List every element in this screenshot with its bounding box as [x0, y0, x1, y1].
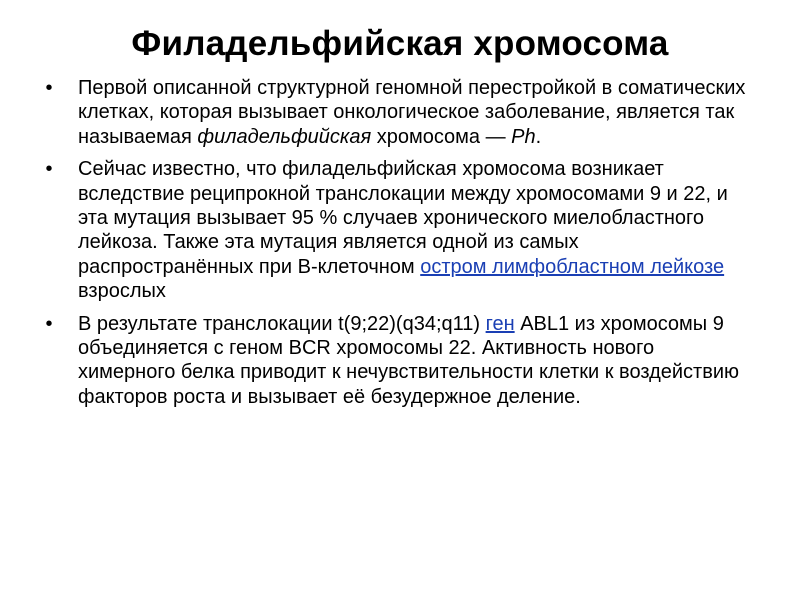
- slide-title: Филадельфийская хромосома: [131, 24, 669, 63]
- bullet-marker: •: [45, 77, 53, 99]
- bullet-2-text-part: Сейчас известно, что филадельфийская хромосома возникает вследствие реципрокной транслокации между хромосомами 9 и 22, и эта мутация вызывает 95 % случаев хронического миелобластного лейкоза. Также эта мутация является одной из самых распространённых при B-клеточном: [78, 158, 728, 278]
- bullet-2-text-part: взрослых: [78, 280, 166, 303]
- bullet-marker: •: [45, 312, 53, 335]
- bullet-item-1: [40, 76, 755, 149]
- bullet-1-italic-abbrev: Ph: [511, 125, 536, 148]
- bullet-1-text-part: .: [535, 125, 542, 148]
- bullet-2-text: [78, 158, 728, 302]
- bullet-1-text-part: хромосома —: [371, 125, 512, 148]
- bullet-marker: •: [45, 158, 53, 181]
- bullet-1-text-part: Первой описанной структурной геномной перестройкой в соматических клетках, которая вызывает онкологическое заболевание, является так называемая: [78, 77, 746, 148]
- bullet-list: [40, 76, 755, 417]
- bullet-item-3: [40, 312, 755, 410]
- bullet-3-text-part: ABL1 из хромосомы 9 объединяется с геном BCR хромосомы 22. Активность нового химерного белка приводит к нечувствительности клетки к воздействию факторов роста и вызывает её безудержное деление.: [78, 312, 739, 408]
- bullet-3-text: [78, 313, 739, 408]
- acute-lymphoblastic-leukemia-link[interactable]: остром лимфобластном лейкозе: [420, 255, 725, 278]
- bullet-1-text: [78, 77, 745, 148]
- bullet-1-italic-term: филадельфийская: [197, 125, 372, 148]
- bullet-item-2: [40, 157, 755, 303]
- bullet-3-text-part: В результате транслокации t(9;22)(q34;q11): [78, 312, 486, 335]
- gene-link[interactable]: ген: [485, 312, 515, 335]
